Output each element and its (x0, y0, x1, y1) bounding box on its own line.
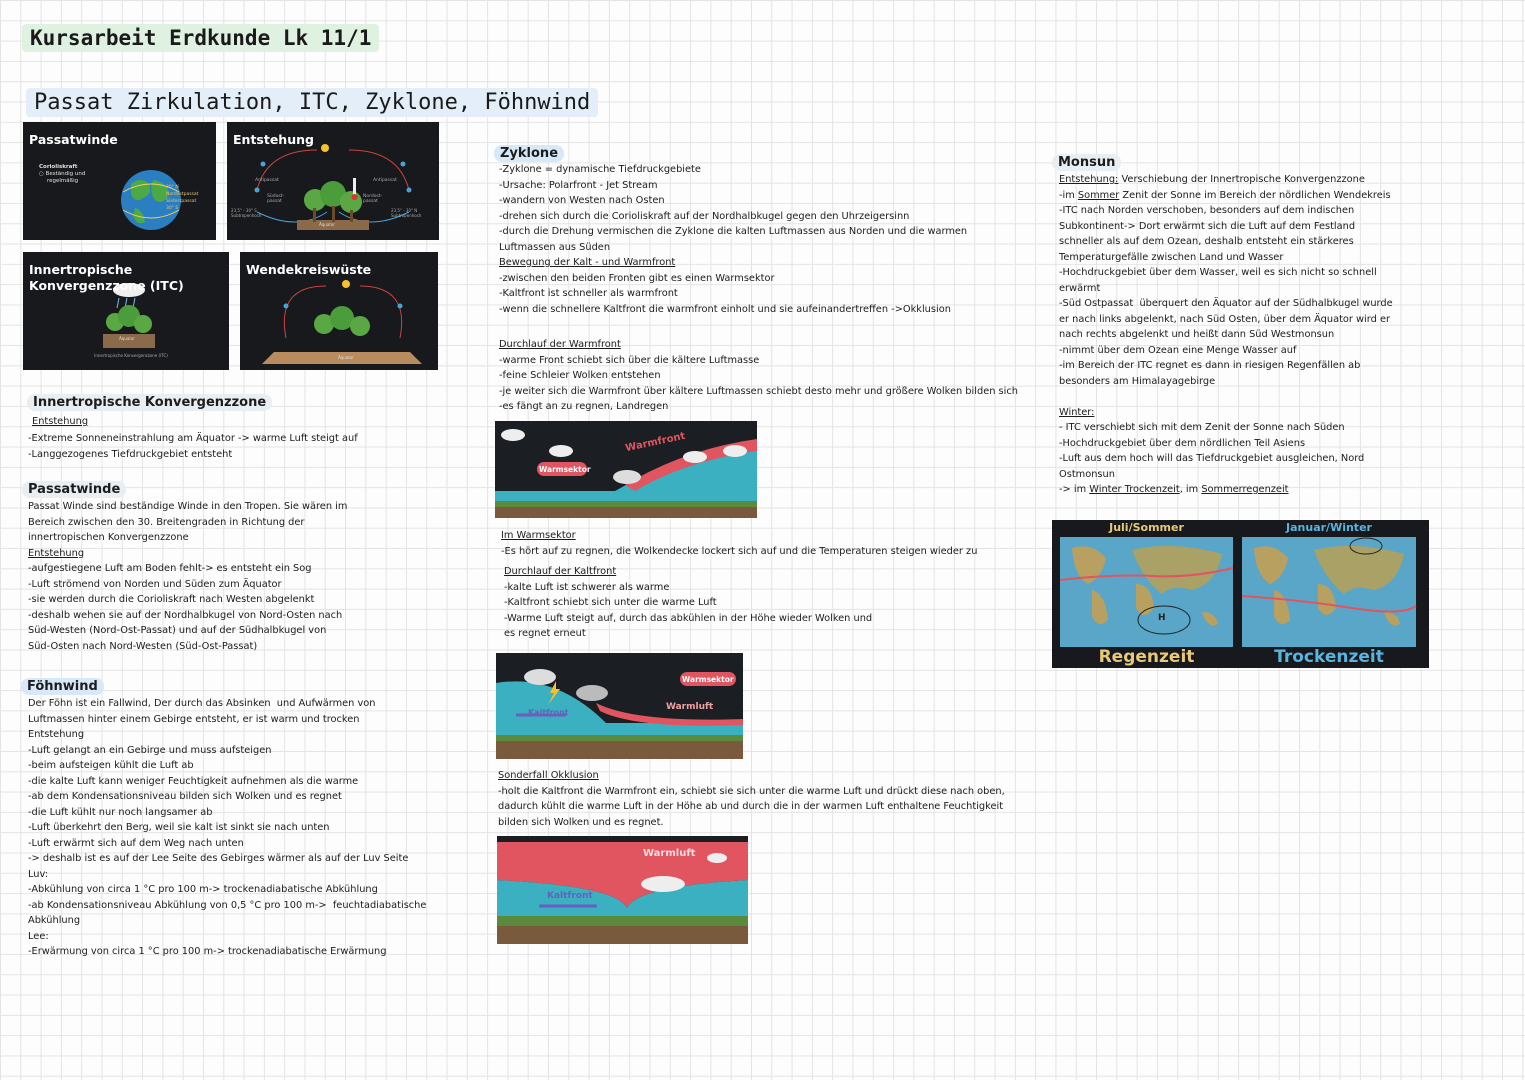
circulation-label: 23,5° - 30° N Subtropenhoch (391, 208, 422, 218)
circulation-label: Nordost-passat (363, 194, 383, 204)
text-line: -> deshalb ist es auf der Lee Seite des Gebirges wärmer als auf der Luv Seite (28, 853, 409, 864)
section-heading-passat: Passatwinde (22, 481, 126, 498)
text-line: -zwischen den beiden Fronten gibt es einen Warmsektor (499, 272, 775, 284)
card-line: regelmäßig (47, 178, 79, 184)
text-line: -sie werden durch die Corioliskraft nach Westen abgelenkt (28, 594, 315, 605)
text-line: -es fängt an zu regnen, Landregen (499, 401, 669, 412)
lat-label: Südostpassat (166, 199, 197, 204)
text-line: -kalte Luft ist schwerer als warme (504, 581, 670, 593)
card-title: Wendekreiswüste (246, 262, 372, 277)
text-subheading: Sonderfall Okklusion (498, 770, 599, 781)
kaltfront-label: Kaltfront (547, 891, 593, 901)
map-title-summer: Juli/Sommer (1109, 521, 1184, 534)
card-passatwinde (23, 122, 216, 240)
text-line: -Erwärmung von circa 1 °C pro 100 m-> trockenadiabatische Erwärmung (28, 946, 387, 957)
text-line: -im Bereich der ITC regnet es dann in riesigen Regenfällen ab (1059, 360, 1361, 371)
text-line: Luftmassen hinter einem Gebirge entsteht, er ist warm und trocken (28, 713, 360, 725)
circulation-label: Äquator (319, 222, 335, 227)
lat-label: Nordostpassat (166, 192, 199, 197)
text-line: -Es hört auf zu regnen, die Wolkendecke lockert sich auf und die Temperaturen steigen wieder zu (501, 545, 978, 557)
okklusion-image (497, 836, 748, 944)
text-line: -ab dem Kondensationsniveau bilden sich Wolken und es regnet (28, 791, 342, 802)
text-subheading: Entstehung (28, 547, 85, 559)
text-line: -Kaltfront ist schneller als warmfront (499, 288, 678, 299)
text-line: -Abkühlung von circa 1 °C pro 100 m-> trockenadiabatische Abkühlung (28, 884, 378, 895)
okklusion-text (498, 768, 1005, 830)
text-line: erwärmt (1059, 282, 1101, 294)
text-line: -durch die Drehung vermischen die Zyklone die kalten Luftmassen aus Norden und die warmen (499, 226, 968, 237)
text-line: -Hochdruckgebiet über dem Wasser, weil es sich nicht so schnell (1059, 267, 1377, 278)
text-line: -nimmt über dem Ozean eine Menge Wasser auf (1059, 344, 1297, 356)
text-line: Verschiebung der Innertropische Konvergenzzone (1118, 174, 1365, 185)
kaltfront-text (504, 564, 872, 642)
text-subheading: Durchlauf der Kaltfront (504, 566, 617, 577)
warmfront-text (499, 337, 1018, 415)
text-line: Luv: (28, 868, 49, 880)
text-line: Ostmonsun (1059, 468, 1115, 480)
warmsektor-text (501, 528, 977, 559)
circulation-label: 23,5° - 30° S Subtropenhoch (231, 208, 262, 218)
monsun-map-image (1052, 520, 1429, 668)
text-line: -ab Kondensationsniveau Abkühlung von 0,5 °C pro 100 m-> feuchtadiabatische (28, 899, 427, 911)
text-line: -Langgezogenes Tiefdruckgebiet entsteht (28, 448, 233, 460)
text-emphasis: Sommer (1077, 189, 1120, 201)
text-line: -im (1059, 189, 1078, 201)
text-line: -feine Schleier Wolken entstehen (499, 370, 661, 381)
text-subheading: Im Warmsektor (501, 530, 576, 541)
text-line: -drehen sich durch die Corioliskraft auf der Nordhalbkugel gegen den Uhrzeigersinn (499, 210, 910, 222)
section-heading-itc: Innertropische Konvergenzzone (27, 394, 272, 411)
text-line: -Süd Ostpassat überquert den Äquator auf der Südhalbkugel wurde (1059, 298, 1393, 309)
ground-label: Äquator (338, 355, 354, 360)
text-line: Entstehung (28, 729, 85, 740)
card-entstehung (227, 122, 439, 240)
text-line: -deshalb wehen sie auf der Nordhalbkugel von Nord-Osten nach (28, 609, 343, 621)
section-heading-monsun: Monsun (1052, 154, 1121, 171)
page-title: Kursarbeit Erdkunde Lk 11/1 (22, 24, 379, 52)
text-line: es regnet erneut (504, 628, 586, 639)
text-line: -Zyklone = dynamische Tiefdruckgebiete (499, 164, 701, 175)
itc-subheading: Entstehung (32, 416, 89, 427)
section-heading-foehn: Föhnwind (21, 678, 104, 695)
text-line: Abkühlung (28, 915, 81, 926)
text-line: Bereich zwischen den 30. Breitengraden in Richtung der (28, 516, 305, 528)
card-line: ○ Beständig und (39, 171, 86, 177)
text-line: , im (1179, 484, 1202, 495)
text-line: Temperaturgefälle zwischen Land und Wasser (1059, 251, 1284, 263)
text-line: -holt die Kaltfront die Warmfront ein, schiebt sie sich unter die warme Luft und drückt diese nach oben, (498, 785, 1005, 797)
text-line: nach rechts abgelenkt und heißt dann Süd Westmonsun (1059, 329, 1335, 340)
card-title: Entstehung (233, 132, 314, 147)
lat-label: 30° N (166, 185, 179, 190)
text-line: innertropischen Konvergenzzone (28, 532, 189, 543)
circulation-label: Antipassat (373, 178, 397, 183)
text-subheading: Durchlauf der Warmfront (499, 339, 621, 350)
warmluft-label: Warmluft (666, 702, 714, 712)
kaltfront-label: Kaltfront (528, 708, 569, 717)
text-line: er nach links abgelenkt, nach Süd Osten, über dem Äquator wird er (1059, 313, 1391, 325)
card-wendekreis (240, 252, 438, 370)
text-line: -Ursache: Polarfront - Jet Stream (499, 179, 658, 191)
text-line: dadurch kühlt die warme Luft in der Höhe ab und durch die in der warmen Luft enthaltene Feuchtigkeit (498, 801, 1004, 812)
foehn-text (28, 696, 426, 960)
text-emphasis: Winter Trockenzeit (1089, 484, 1180, 495)
warmsektor-label: Warmsektor (539, 465, 591, 474)
itc-text (28, 431, 358, 462)
text-line: Passat Winde sind beständige Winde in den Tropen. Sie wären im (28, 501, 348, 512)
text-line: -beim aufsteigen kühlt die Luft ab (28, 760, 194, 771)
text-line: -Luft überkehrt den Berg, weil sie kalt ist sinkt sie nach unten (28, 822, 330, 833)
text-line: Zenit der Sonne im Bereich der nördlichen Wendekreis (1119, 189, 1391, 201)
ground-label: Äquator (119, 336, 135, 341)
text-line: -aufgestiegene Luft am Boden fehlt-> es entsteht ein Sog (28, 563, 312, 574)
map-caption-summer: Regenzeit (1098, 647, 1195, 667)
circulation-label: Südost-passat (267, 194, 285, 204)
text-line: -Luft strömend von Norden und Süden zum Äquator (28, 578, 282, 590)
passat-text (28, 499, 347, 654)
card-line: Corioliskraft (39, 164, 78, 170)
warmluft-label: Warmluft (643, 848, 696, 859)
zyklone-text (499, 162, 967, 317)
map-title-winter: Januar/Winter (1286, 521, 1372, 534)
card-title: Passatwinde (29, 132, 118, 147)
map-caption-winter: Trockenzeit (1274, 647, 1384, 667)
text-line: besonders am Himalayagebirge (1059, 375, 1216, 387)
text-line: Süd-Westen (Nord-Ost-Passat) und auf der Südhalbkugel von (28, 625, 327, 636)
warmfront-image (495, 421, 757, 518)
text-line: schneller als auf dem Ozean, deshalb entsteht ein stärkeres (1059, 236, 1354, 247)
warmsektor-label: Warmsektor (682, 675, 734, 684)
lat-label: 30° S (166, 206, 179, 211)
high-pressure-label: H (1158, 613, 1166, 623)
text-line: -je weiter sich die Warmfront über kältere Luftmassen schiebt desto mehr und größere Wolken bilden sich (499, 385, 1018, 397)
section-heading-zyklone: Zyklone (494, 145, 564, 162)
text-emphasis: Sommerregenzeit (1201, 484, 1289, 495)
text-line: bilden sich Wolken und es regnet. (498, 816, 664, 828)
text-subheading: Winter: (1059, 406, 1095, 418)
card-title: Innertropische Konvergenzzone (ITC) (29, 262, 184, 293)
text-line: Süd-Osten nach Nord-Westen (Süd-Ost-Passat) (28, 640, 258, 652)
circulation-label: Antipassat (255, 178, 279, 183)
text-line: -Kaltfront schiebt sich unter die warme Luft (504, 597, 717, 608)
text-line: -wandern von Westen nach Osten (499, 195, 665, 206)
text-line: -Hochdruckgebiet über dem nördlichen Teil Asiens (1059, 437, 1306, 449)
monsun-text (1059, 172, 1393, 498)
text-line: -ITC nach Norden verschoben, besonders auf dem indischen (1059, 205, 1355, 216)
text-subheading: Entstehung: (1059, 174, 1119, 185)
text-line: Der Föhn ist ein Fallwind, Der durch das Absinken und Aufwärmen von (28, 698, 376, 709)
text-line: -wenn die schnellere Kaltfront die warmfront einholt und sie aufeinandertreffen ->Okklusion (499, 303, 951, 315)
kaltfront-image (496, 653, 743, 759)
page-subtitle: Passat Zirkulation, ITC, Zyklone, Föhnwind (26, 88, 598, 117)
text-line: -Luft erwärmt sich auf dem Weg nach unten (28, 837, 244, 849)
text-line: -die kalte Luft kann weniger Feuchtigkeit aufnehmen als die warme (28, 775, 359, 787)
warmfront-label: Warmfront (624, 430, 687, 455)
text-line: Subkontinent-> Dort erwärmt sich die Luft auf dem Festland (1059, 220, 1356, 232)
text-line: -Warme Luft steigt auf, durch das abkühlen in der Höhe wieder Wolken und (504, 612, 873, 624)
text-line: -Luft gelangt an ein Gebirge und muss aufsteigen (28, 744, 272, 756)
text-line: Luftmassen aus Süden (499, 241, 611, 253)
text-line: -Extreme Sonneneinstrahlung am Äquator -> warme Luft steigt auf (28, 433, 358, 444)
text-line: Lee: (28, 930, 49, 942)
text-line: -> im (1059, 484, 1090, 495)
text-line: -warme Front schiebt sich über die kältere Luftmasse (499, 354, 760, 366)
card-itc (23, 252, 229, 370)
itc-caption: Innertropische Konvergenzzone (ITC) (94, 353, 168, 358)
text-line: -die Luft kühlt nur noch langsamer ab (28, 806, 213, 818)
text-line: - ITC verschiebt sich mit dem Zenit der Sonne nach Süden (1059, 422, 1345, 433)
text-line: -Luft aus dem hoch will das Tiefdruckgebiet ausgleichen, Nord (1059, 453, 1365, 464)
text-subheading: Bewegung der Kalt - und Warmfront (499, 257, 676, 268)
